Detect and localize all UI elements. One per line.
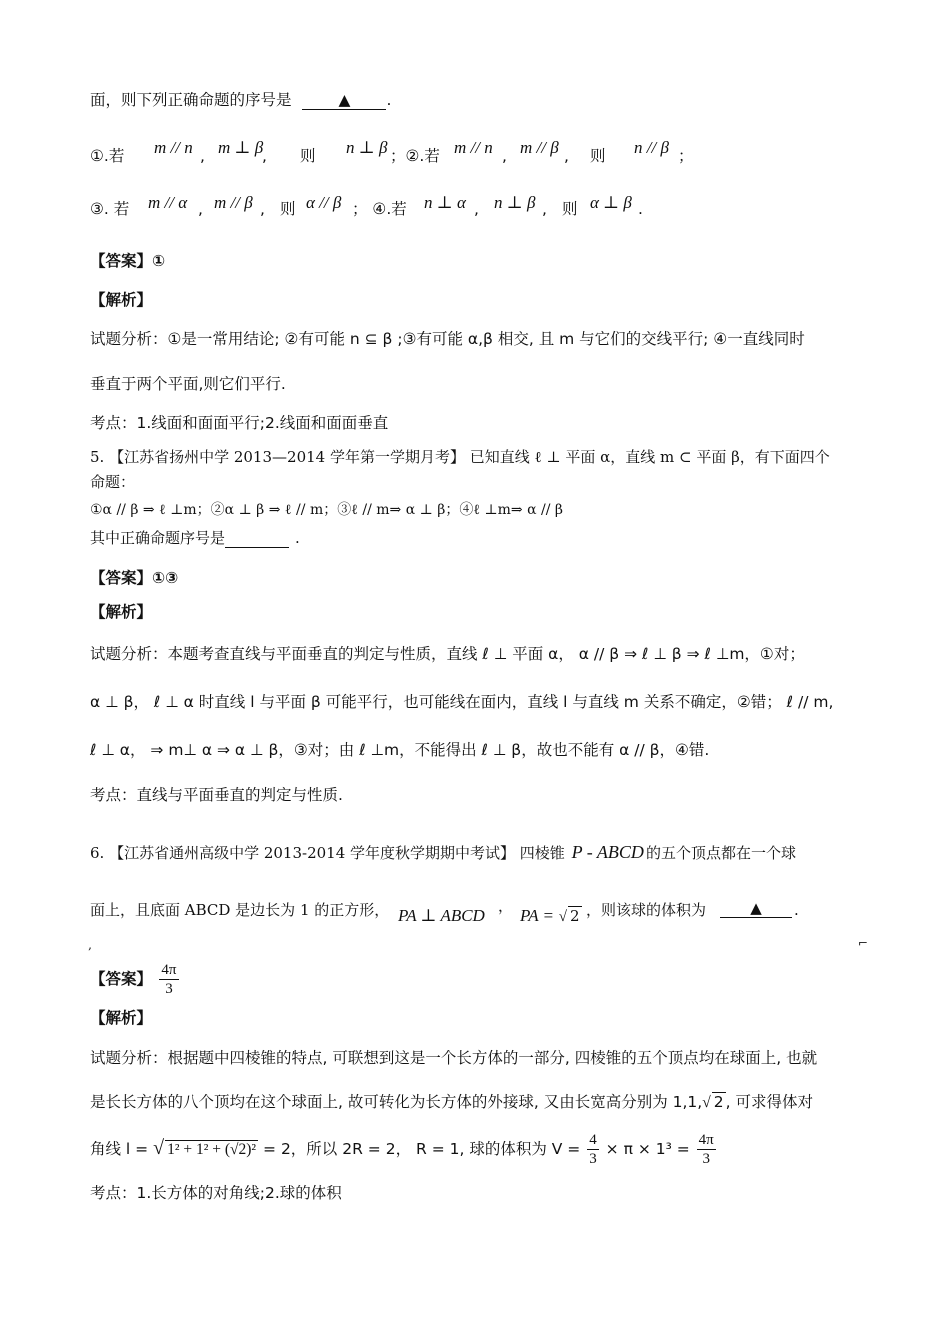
q6-answer: 【答案】 $\frac{4\pi}{3}$ — [90, 962, 177, 997]
q4-answer-blank: ▲ — [302, 91, 386, 110]
q6-analysis-line3: 角线 l = √ 1² + 1² + (√2)² = 2，所以 2R = 2， R = 1, 球的体积为 V = $\frac{4}{3}$ × π × 1³ = $\frac{4\pi}{3}$ — [90, 1132, 714, 1167]
q4-stem: 面，则下列正确命题的序号是 ▲ . — [90, 91, 392, 109]
q6-answer-blank: ▲ — [720, 899, 792, 918]
q5-point: 考点：直线与平面垂直的判定与性质. — [90, 786, 343, 804]
q4-point: 考点：1.线面和面面平行;2.线面和面面垂直 — [90, 414, 389, 432]
q6-header: 6. 【江苏省通州高级中学 2013-2014 学年度秋学期期中考试】 四棱锥 P - ABCD 的五个顶点都在一个球 — [90, 842, 796, 862]
edit-mark-right: ⌐ — [858, 936, 869, 950]
q6-line2: 面上，且底面 ABCD 是边长为 1 的正方形， PA ⊥ ABCD ， PA = √ 2 ，则该球的体积为 ▲ . — [90, 897, 799, 925]
q6-point: 考点：1.长方体的对角线;2.球的体积 — [90, 1184, 342, 1202]
q5-analysis-line3: ℓ ⊥ α， ⇒ m⊥ α ⇒ α ⊥ β，③对；由 ℓ ⊥m，不能得出 ℓ ⊥ β，故也不能有 α // β，④错. — [90, 741, 710, 759]
q5-answer-blank — [225, 529, 289, 548]
q6-analysis-line1: 试题分析：根据题中四棱锥的特点, 可联想到这是一个长方体的一部分, 四棱锥的五个顶点均在球面上, 也就 — [90, 1049, 818, 1067]
q4-analysis-line1: 试题分析：①是一常用结论; ②有可能 n ⊆ β ;③有可能 α,β 相交, 且 m 与它们的交线平行; ④一直线同时 — [90, 330, 805, 348]
q6-diagonal-radical: 1² + 1² + (√2)² — [167, 1141, 257, 1158]
q6-analysis-tag: 【解析】 — [90, 1009, 153, 1027]
q6-analysis-line2: 是长长方体的八个顶均在这个球面上, 故可转化为长方体的外接球, 又由长宽高分别为 1,1,√ 2 , 可求得体对 — [90, 1093, 813, 1111]
q4-answer: 【答案】① — [90, 252, 166, 270]
q5-header: 5. 【江苏省扬州中学 2013—2014 学年第一学期月考】 已知直线 ℓ ⊥ 平面 α，直线 m ⊂ 平面 β，有下面四个 — [90, 448, 830, 466]
q4-analysis-line2: 垂直于两个平面,则它们平行. — [90, 375, 286, 393]
q5-analysis-line2: α ⊥ β， ℓ ⊥ α 时直线 l 与平面 β 可能平行，也可能线在面内，直线 l 与直线 m 关系不确定，②错； ℓ // m, — [90, 693, 834, 711]
q6-pyramid-name: P - ABCD — [571, 842, 644, 862]
q5-answer: 【答案】①③ — [90, 569, 179, 587]
q5-header-line2: 命题： — [90, 473, 136, 491]
q5-analysis-tag: 【解析】 — [90, 603, 153, 621]
q4-options-row1: ①.若 m // n , m ⊥ β , 则 n ⊥ β ；②.若 m // n , m // β , 则 n // β ； — [90, 138, 694, 165]
q5-propositions: ①α // β ⇒ ℓ ⊥m；②α ⊥ β ⇒ ℓ // m；③ℓ // m⇒ α ⊥ β；④ℓ ⊥m⇒ α // β — [90, 502, 563, 518]
q6-volume-fraction-2: $\frac{4\pi}{3}$ — [698, 1132, 714, 1167]
q6-volume-fraction-1: $\frac{4}{3}$ — [589, 1132, 597, 1167]
q5-analysis-line1: 试题分析：本题考查直线与平面垂直的判定与性质，直线 ℓ ⊥ 平面 α， α // β ⇒ ℓ ⊥ β ⇒ ℓ ⊥m，①对； — [90, 645, 805, 663]
q5-ask: 其中正确命题序号是 . — [90, 529, 300, 547]
q4-analysis-tag: 【解析】 — [90, 291, 153, 309]
q4-options-row2: ③. 若 m // α , m // β , 则 α // β ； ④.若 n ⊥ α , n ⊥ β , 则 α ⊥ β . — [90, 193, 643, 218]
q6-answer-fraction: $\frac{4\pi}{3}$ — [161, 962, 177, 997]
edit-mark-left: ‚ — [88, 938, 92, 952]
